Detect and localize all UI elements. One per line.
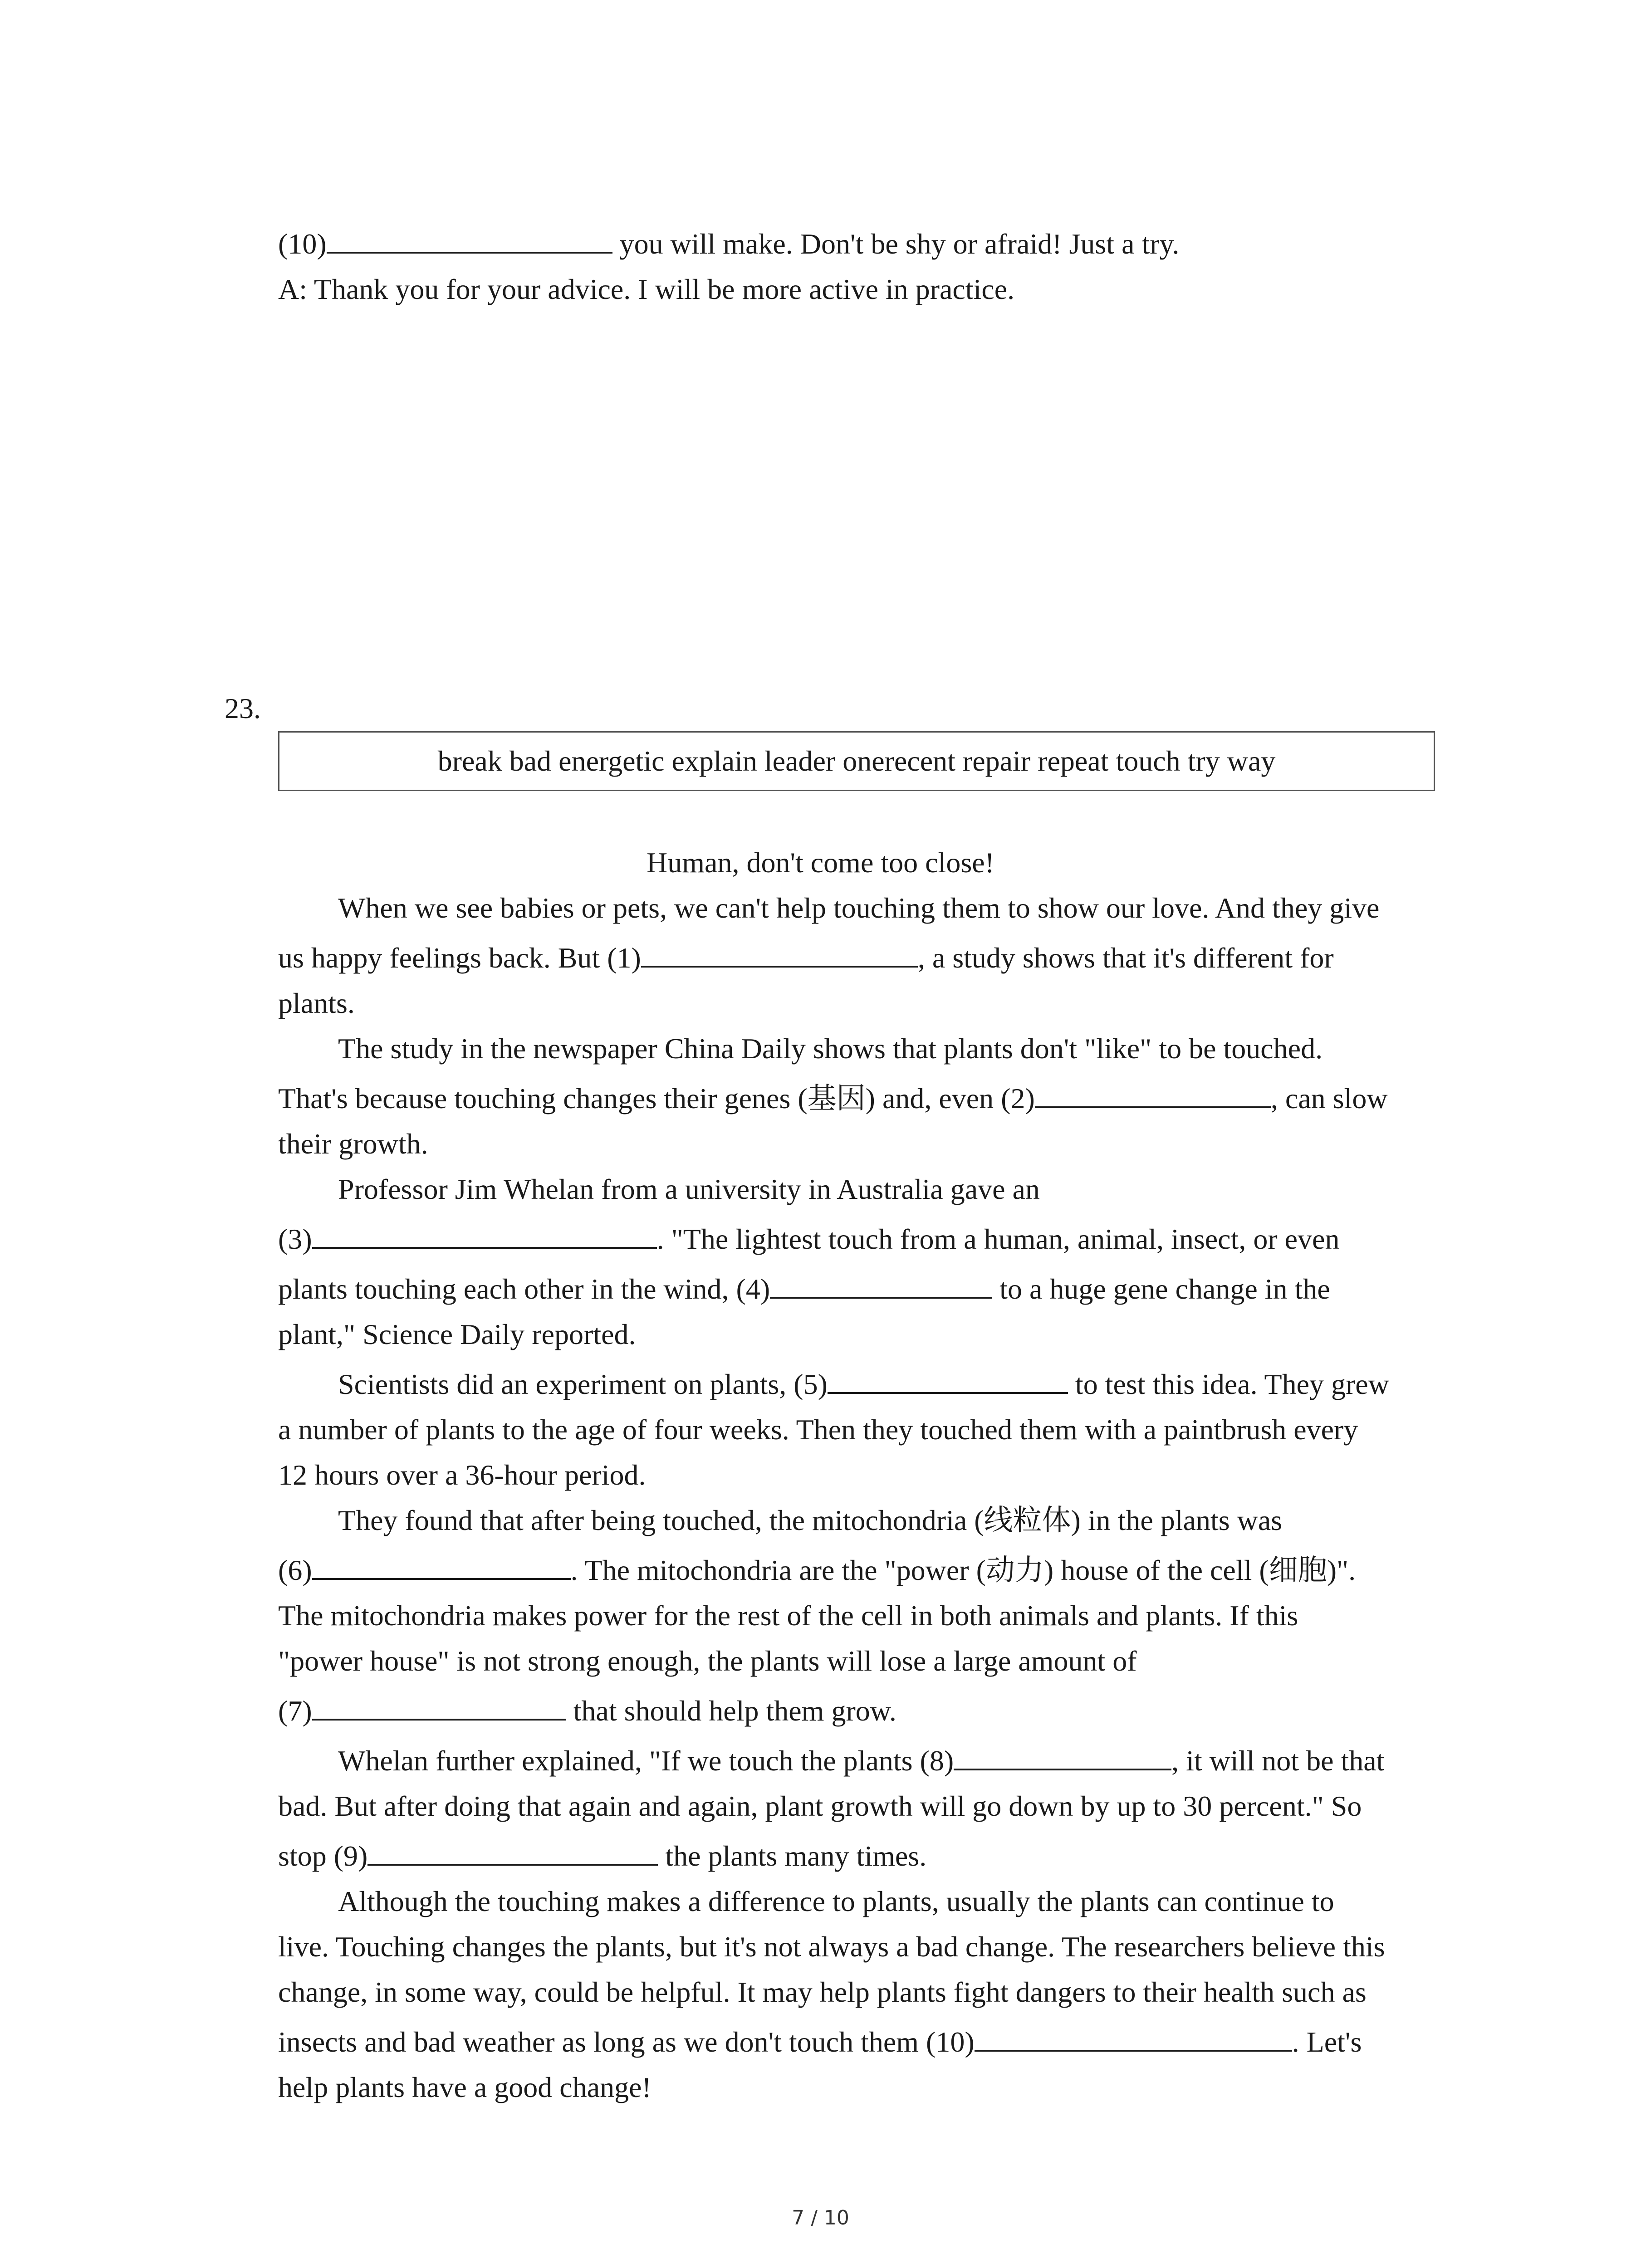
passage-line: "power house" is not strong enough, the plants will lose a large amount of: [278, 1645, 1137, 1677]
answer-blank-9[interactable]: [367, 1838, 658, 1866]
answer-blank-4[interactable]: [770, 1271, 992, 1299]
passage-line: bad. But after doing that again and again, plant growth will go down by up to 30 percent." So: [278, 1790, 1362, 1822]
answer-blank-2[interactable]: [1035, 1081, 1271, 1108]
passage-line: When we see babies or pets, we can't help touching them to show our love. And they give: [338, 892, 1380, 924]
dialogue-blank-label: (10): [278, 228, 327, 260]
answer-blank-10[interactable]: [975, 2024, 1292, 2052]
answer-blank-5[interactable]: [828, 1367, 1068, 1394]
passage-line: The study in the newspaper China Daily shows that plants don't "like" to be touched.: [338, 1032, 1323, 1065]
dialogue-line-10: [278, 226, 1179, 262]
dialogue-line-10-text: you will make. Don't be shy or afraid! Just a try.: [612, 228, 1180, 260]
passage-line: (3) . "The lightest touch from a human, animal, insect, or even: [278, 1221, 1339, 1257]
passage-line: Although the touching makes a difference to plants, usually the plants can continue to: [338, 1885, 1334, 1917]
passage-line: plants.: [278, 987, 355, 1019]
passage-title: Human, don't come too close!: [647, 846, 994, 879]
answer-blank-6[interactable]: [312, 1553, 571, 1580]
passage-line: stop (9) the plants many times.: [278, 1838, 926, 1874]
question-number: 23.: [225, 692, 261, 724]
passage-line: (7) that should help them grow.: [278, 1693, 896, 1729]
passage-line: their growth.: [278, 1128, 428, 1160]
answer-blank-7[interactable]: [312, 1693, 566, 1721]
page-number: 7 / 10: [792, 2206, 849, 2229]
passage-line: Scientists did an experiment on plants, (5) to test this idea. They grew: [338, 1366, 1389, 1403]
answer-blank-1[interactable]: [641, 940, 918, 968]
passage-line: us happy feelings back. But (1) , a study shows that it's different for: [278, 940, 1334, 976]
passage-line: help plants have a good change!: [278, 2071, 652, 2103]
word-bank-box: [278, 731, 1435, 791]
passage-line: plants touching each other in the wind, (4) to a huge gene change in the: [278, 1271, 1330, 1307]
passage-line: Professor Jim Whelan from a university in Australia gave an: [338, 1173, 1040, 1205]
passage-line: The mitochondria makes power for the rest of the cell in both animals and plants. If this: [278, 1599, 1298, 1632]
word-bank-text: break bad energetic explain leader onerecent repair repeat touch try way: [437, 745, 1276, 777]
answer-blank-8[interactable]: [954, 1743, 1171, 1770]
passage-line: a number of plants to the age of four weeks. Then they touched them with a paintbrush every: [278, 1413, 1358, 1446]
passage-line: live. Touching changes the plants, but it's not always a bad change. The researchers believe this: [278, 1931, 1385, 1963]
passage-line: That's because touching changes their genes (基因) and, even (2) , can slow: [278, 1080, 1388, 1117]
passage-line: 12 hours over a 36-hour period.: [278, 1459, 646, 1491]
passage-line: plant," Science Daily reported.: [278, 1318, 636, 1350]
answer-blank-d10[interactable]: [327, 226, 612, 254]
answer-blank-3[interactable]: [312, 1222, 657, 1249]
passage-line: insects and bad weather as long as we don't touch them (10) . Let's: [278, 2024, 1362, 2060]
passage-line: change, in some way, could be helpful. It may help plants fight dangers to their health such as: [278, 1976, 1367, 2008]
dialogue-line-a: A: Thank you for your advice. I will be more active in practice.: [278, 273, 1015, 305]
passage-line: They found that after being touched, the mitochondria (线粒体) in the plants was: [338, 1504, 1283, 1536]
passage-line: (6) . The mitochondria are the "power (动力) house of the cell (细胞)".: [278, 1552, 1356, 1589]
passage-line: Whelan further explained, "If we touch the plants (8) , it will not be that: [338, 1743, 1384, 1779]
